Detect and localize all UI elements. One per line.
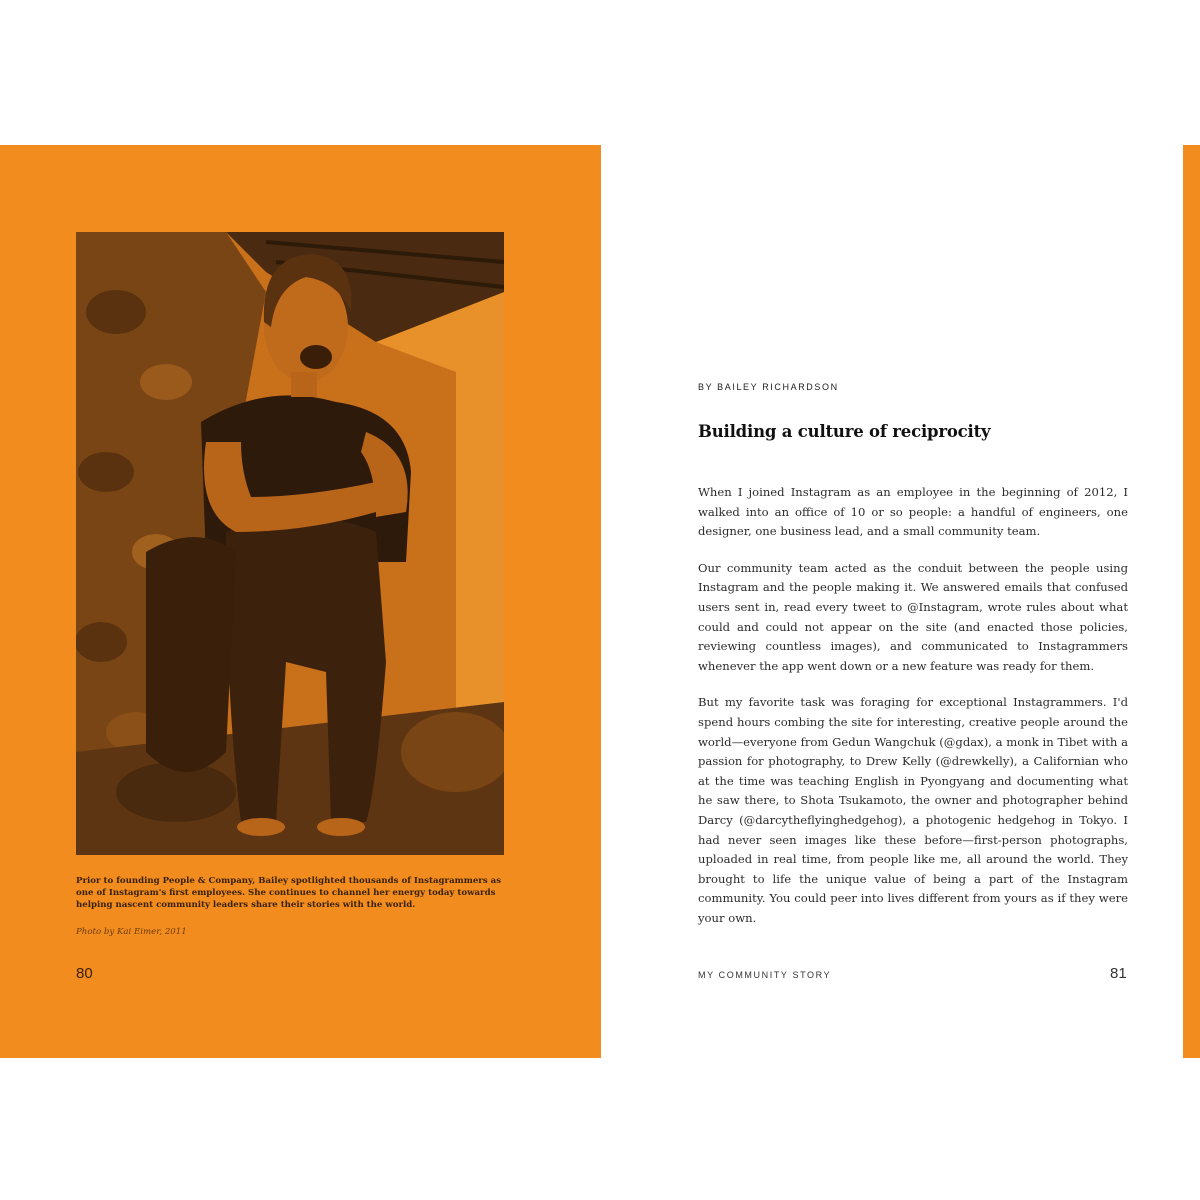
running-footer: MY COMMUNITY STORY — [698, 970, 832, 980]
paragraph-1: When I joined Instagram as an employee in the beginning of 2012, I walked into an office of 10 or so people: a handful of engineers, one designer, one business lead, and a small community team. — [698, 485, 1128, 539]
left-page — [0, 145, 601, 1058]
article-body — [698, 483, 1128, 945]
paragraph-3: But my favorite task was foraging for exceptional Instagrammers. I'd spend hours combing the site for interesting, creative people around the world—everyone from Gedun Wangchuk (@gdax), a monk in Tibet with a passion for photography, to Drew Kelly (@drewkelly), a Californian who at the time was teaching English in Pyongyang and documenting what he saw there, to Shota Tsukamoto, the owner and photographer behind Darcy (@darcytheflyinghedgehog), a photogenic hedgehog in Tokyo. I had never seen images like these before—first-person photographs, uploaded in real time, from people like me, all around the world. They brought to life the unique value of being a part of the Instagram community. You could peer into lives different from yours as if they were your own. — [698, 695, 1128, 925]
right-page — [601, 145, 1183, 1058]
photo-caption: Prior to founding People & Company, Bailey spotlighted thousands of Instagrammers as one of Instagram's first employees. She continues to channel her energy today towards helping nascent community leaders share their stories with the world. — [76, 876, 502, 910]
byline: BY BAILEY RICHARDSON — [698, 382, 839, 392]
paragraph-2: Our community team acted as the conduit between the people using Instagram and the people making it. We answered emails that confused users sent in, read every tweet to @Instagram, wrote rules about what could and could not appear on the site (and enacted those policies, reviewing countless images), and communicated to Instagrammers whenever the app went down or a new feature was ready for them. — [698, 560, 1128, 673]
page-number-left: 80 — [76, 965, 93, 982]
photo-credit: Photo by Kai Eimer, 2011 — [76, 927, 187, 937]
page-number-right: 81 — [1110, 965, 1127, 982]
next-page-edge — [1183, 145, 1200, 1058]
article-headline: Building a culture of reciprocity — [698, 422, 991, 441]
portrait-photo — [76, 232, 504, 855]
